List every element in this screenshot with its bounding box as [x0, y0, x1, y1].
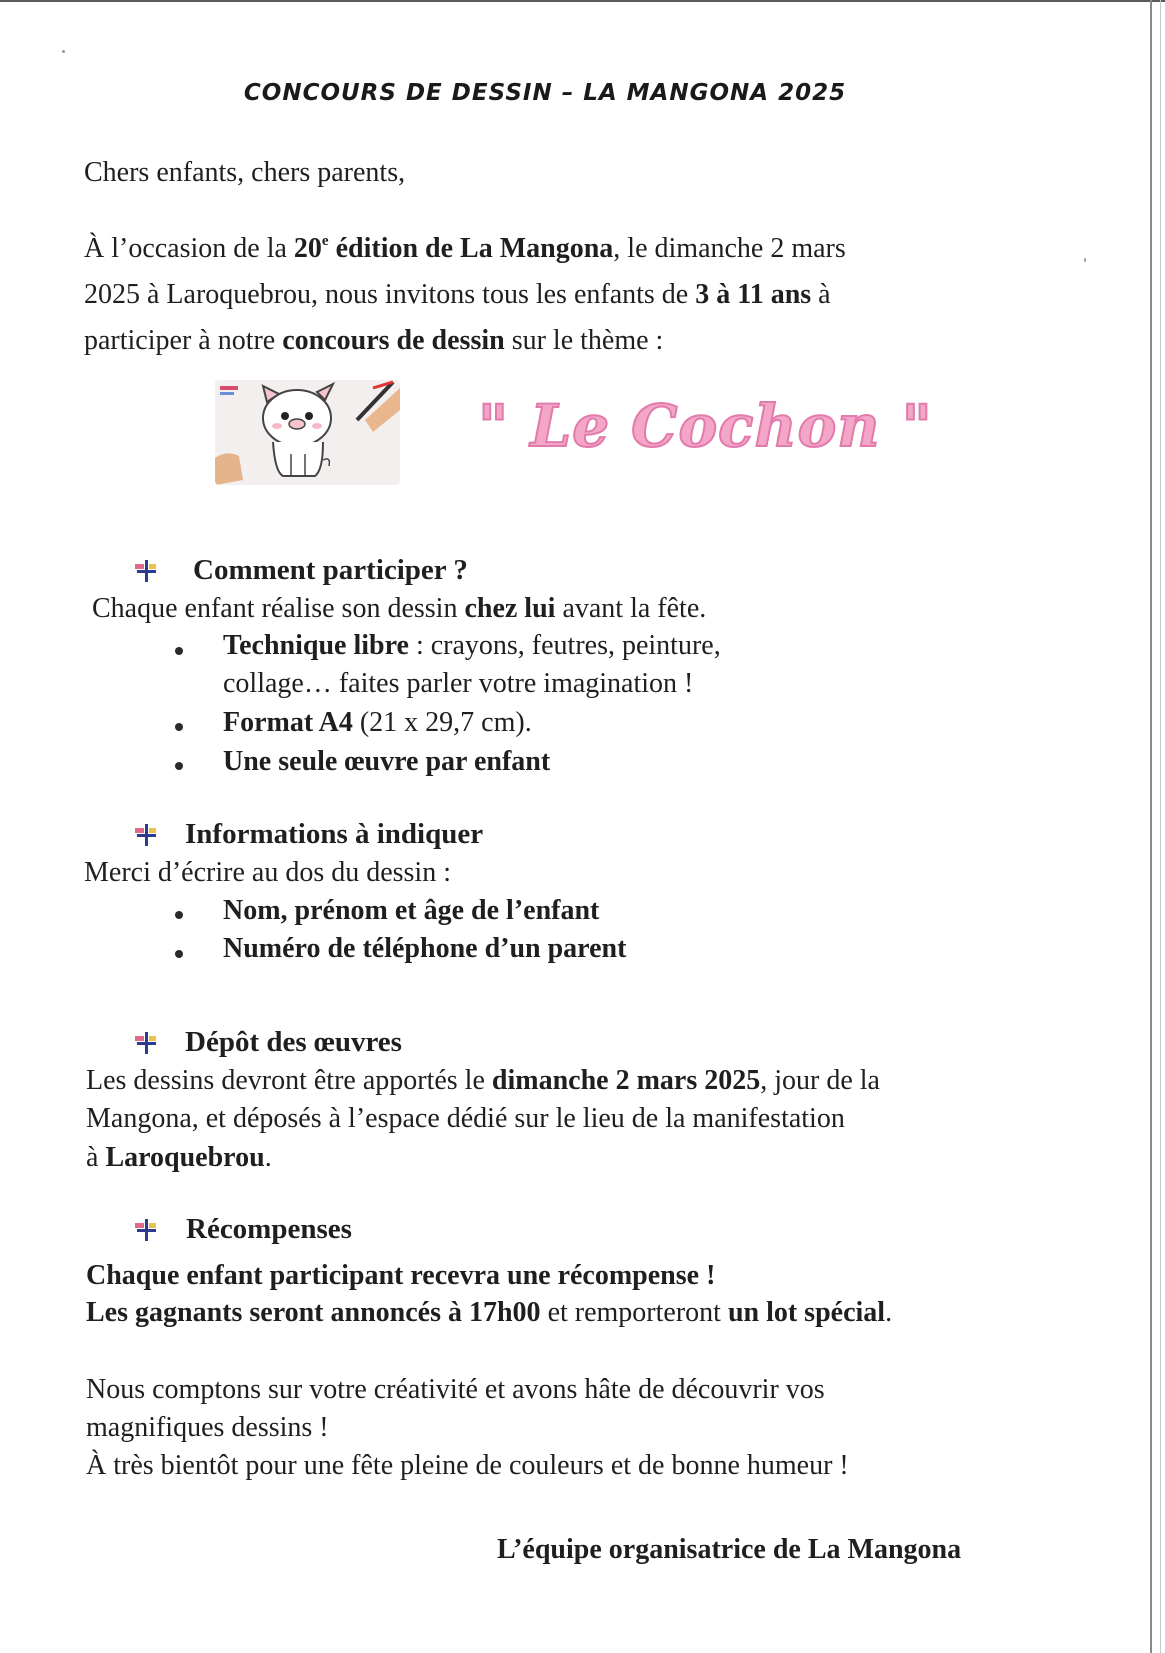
emphasis: Les gagnants seront annoncés à 17h00 [86, 1297, 541, 1328]
event-date: dimanche 2 mars 2025 [491, 1065, 761, 1096]
event-location: Laroquebrou [105, 1142, 265, 1173]
age-range: 3 à 11 ans [695, 279, 812, 310]
plus-bullet-icon [135, 824, 157, 846]
scan-edge-top [0, 0, 1165, 2]
plus-bullet-icon [135, 1219, 157, 1241]
section1-text [92, 592, 706, 626]
section3-line-2: Mangona, et déposés à l’espace dédié sur le lieu de la manifestation [86, 1103, 845, 1134]
emphasis: chez lui [464, 593, 556, 624]
emphasis: Numéro de téléphone d’un parent [223, 933, 627, 964]
body-text: (21 x 29,7 cm). [352, 707, 532, 738]
section-heading-rewards: Récompenses [186, 1213, 352, 1245]
closing-line-1: Nous comptons sur votre créativité et avons hâte de découvrir vos [86, 1374, 825, 1405]
emphasis: Chaque enfant participant recevra une récompense ! [86, 1260, 716, 1291]
page-title: CONCOURS DE DESSIN – LA MANGONA 2025 [243, 80, 847, 106]
body-text: à [86, 1142, 106, 1173]
pig-drawing-illustration [215, 380, 400, 485]
theme-title: " Le Cochon " [478, 392, 933, 460]
body-text: . [264, 1142, 272, 1173]
plus-bullet-icon [135, 560, 157, 582]
scan-edge-right [1150, 0, 1152, 1653]
section2-text: Merci d’écrire au dos du dessin : [84, 857, 451, 888]
list-bullet [175, 911, 183, 919]
section3-line-3 [86, 1141, 272, 1175]
section-heading-deposit: Dépôt des œuvres [185, 1026, 402, 1058]
section-heading-information: Informations à indiquer [185, 818, 484, 850]
emphasis: Une seule œuvre par enfant [223, 746, 551, 777]
section4-line-1 [86, 1259, 715, 1293]
list-item [223, 745, 550, 779]
emphasis: Format A4 [223, 707, 353, 738]
intro-text: 2025 à Laroquebrou, nous invitons tous les enfants de [84, 279, 696, 310]
plus-bullet-icon [135, 1032, 157, 1054]
section3-line-1 [86, 1064, 880, 1098]
list-item-continuation: collage… faites parler votre imagination ! [223, 668, 694, 699]
body-text: et remporteront [540, 1297, 728, 1328]
intro-line-3 [84, 324, 663, 358]
list-bullet [175, 723, 183, 731]
scan-speck [62, 50, 65, 53]
intro-text: participer à notre [84, 325, 283, 356]
greeting: Chers enfants, chers parents, [84, 157, 406, 188]
signature: L’équipe organisatrice de La Mangona [497, 1534, 962, 1565]
contest-name: concours de dessin [282, 325, 505, 356]
intro-text: à [811, 279, 831, 310]
list-item [223, 629, 721, 663]
list-item [223, 894, 599, 928]
list-bullet [175, 762, 183, 770]
emphasis: un lot spécial [727, 1297, 886, 1328]
list-bullet [175, 647, 183, 655]
body-text: : crayons, feutres, peinture, [408, 630, 721, 661]
section-heading-participate: Comment participer ? [193, 554, 468, 586]
section4-line-2 [86, 1296, 892, 1330]
emphasis: Technique libre [223, 630, 409, 661]
edition-suffix: e [321, 233, 329, 249]
body-text: Les dessins devront être apportés le [86, 1065, 492, 1096]
list-item [223, 932, 626, 966]
list-bullet [175, 950, 183, 958]
closing-line-2: magnifiques dessins ! [86, 1412, 329, 1443]
edition-number: 20 [293, 233, 322, 264]
body-text: , jour de la [760, 1065, 880, 1096]
closing-line-3: À très bientôt pour une fête pleine de couleurs et de bonne humeur ! [86, 1450, 849, 1481]
intro-text: À l’occasion de la [84, 233, 294, 264]
emphasis: Nom, prénom et âge de l’enfant [223, 895, 600, 926]
body-text: Chaque enfant réalise son dessin [92, 593, 465, 624]
intro-text: , le dimanche 2 mars [613, 233, 846, 264]
intro-text: sur le thème : [504, 325, 664, 356]
list-item [223, 706, 532, 740]
body-text: avant la fête. [555, 593, 707, 624]
scan-speck [1084, 258, 1086, 262]
scan-edge-right-shadow [1160, 0, 1161, 1653]
edition-name: édition de La Mangona [328, 233, 614, 264]
intro-line-1 [84, 232, 846, 266]
body-text: . [885, 1297, 893, 1328]
intro-line-2 [84, 278, 831, 312]
